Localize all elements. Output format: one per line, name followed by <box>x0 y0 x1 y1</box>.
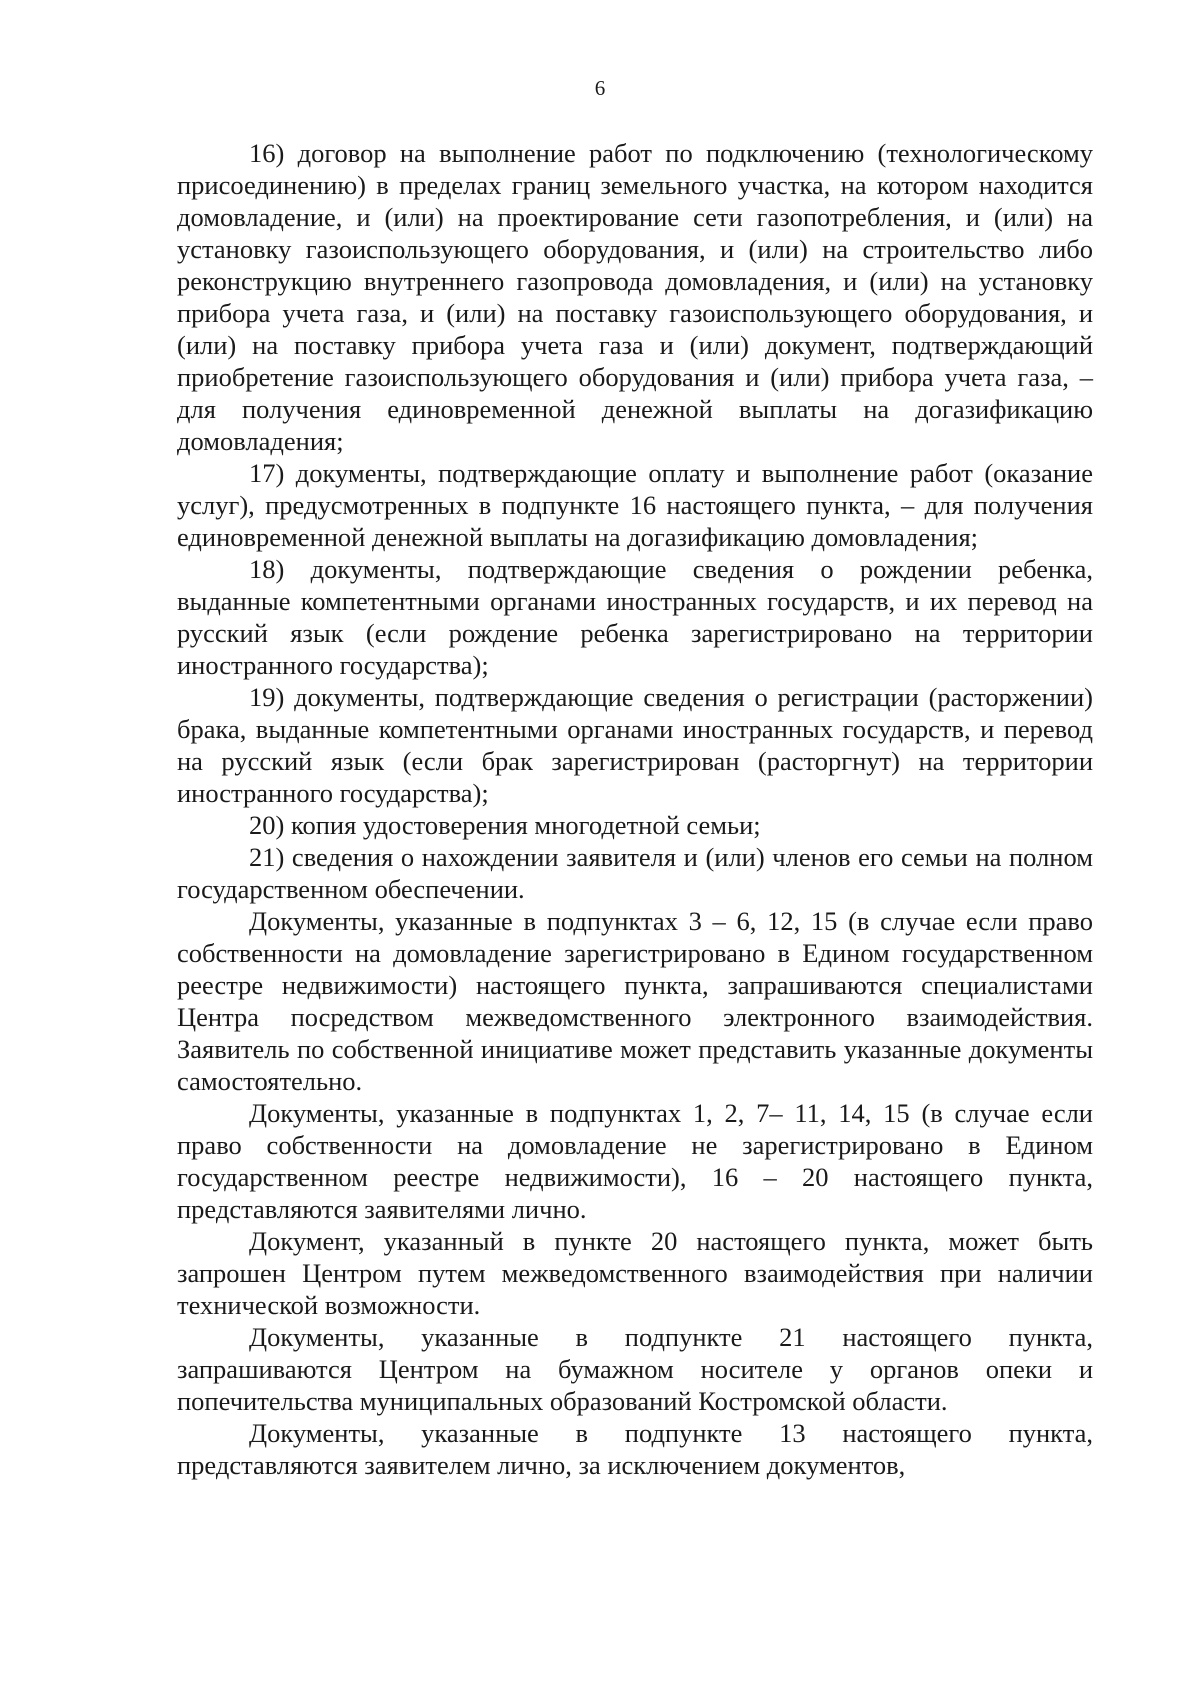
document-body <box>177 137 1093 1481</box>
paragraph-item-16: 16) договор на выполнение работ по подключению (технологическому присоединению) в пределах границ земельного участка, на котором находится домовладение, и (или) на проектирование сети газопотребления, и (или) на установку газоиспользующего оборудования, и (или) на строительство либо реконструкцию внутреннего газопровода домовладения, и (или) на установку прибора учета газа, и (или) на поставку газоиспользующего оборудования, и (или) на поставку прибора учета газа и (или) документ, подтверждающий приобретение газоиспользующего оборудования и (или) прибора учета газа, – для получения единовременной денежной выплаты на догазификацию домовладения; <box>177 138 1093 456</box>
paragraph-applicant-documents: Документы, указанные в подпунктах 1, 2, 7– 11, 14, 15 (в случае если право собственности на домовладение не зарегистрировано в Едином государственном реестре недвижимости), 16 – 20 настоящего пункта, представляются заявителями лично. <box>177 1098 1093 1224</box>
paragraph-item-21: 21) сведения о нахождении заявителя и (или) членов его семьи на полном государственном обеспечении. <box>177 842 1093 904</box>
paragraph-item-20: 20) копия удостоверения многодетной семьи; <box>249 810 761 840</box>
paragraph-requested-documents: Документы, указанные в подпунктах 3 – 6, 12, 15 (в случае если право собственности на домовладение зарегистрировано в Едином государственном реестре недвижимости) настоящего пункта, запрашиваются специалистами Центра посредством межведомственного электронного взаимодействия. Заявитель по собственной инициативе может представить указанные документы самостоятельно. <box>177 906 1093 1096</box>
paragraph-document-13: Документы, указанные в подпункте 13 настоящего пункта, представляются заявителем лично, за исключением документов, <box>177 1418 1093 1480</box>
paragraph-item-18: 18) документы, подтверждающие сведения о рождении ребенка, выданные компетентными органами иностранных государств, и их перевод на русский язык (если рождение ребенка зарегистрировано на территории иностранного государства); <box>177 554 1093 680</box>
paragraph-document-20: Документ, указанный в пункте 20 настоящего пункта, может быть запрошен Центром путем межведомственного взаимодействия при наличии технической возможности. <box>177 1226 1093 1320</box>
paragraph-document-21: Документы, указанные в подпункте 21 настоящего пункта, запрашиваются Центром на бумажном носителе у органов опеки и попечительства муниципальных образований Костромской области. <box>177 1322 1093 1416</box>
paragraph-item-19: 19) документы, подтверждающие сведения о регистрации (расторжении) брака, выданные компетентными органами иностранных государств, и перевод на русский язык (если брак зарегистрирован (расторгнут) на территории иностранного государства); <box>177 682 1093 808</box>
paragraph-item-17: 17) документы, подтверждающие оплату и выполнение работ (оказание услуг), предусмотренных в подпункте 16 настоящего пункта, – для получения единовременной денежной выплаты на догазификацию домовладения; <box>177 458 1093 552</box>
page-number: 6 <box>594 76 606 100</box>
